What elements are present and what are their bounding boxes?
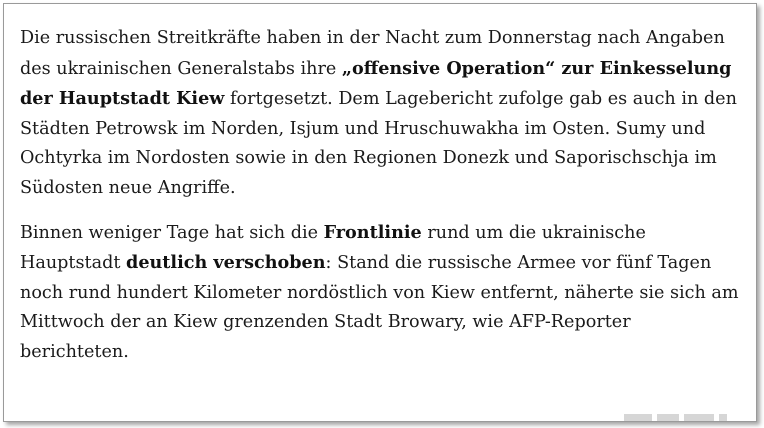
- cut-off-element-remnant: [624, 414, 742, 422]
- screenshot-frame: [3, 3, 757, 422]
- highlight-offensive-operation: „offensive Operation“ zur Einkesselung der Hauptstadt Kiew: [20, 57, 732, 110]
- article-body: [20, 24, 744, 382]
- paragraph-text: Die russischen Streitkräfte haben in der Nacht zum Donnerstag nach Angaben des ukrainischen Generalstabs ihre: [20, 28, 725, 79]
- paragraph-offensive: [20, 24, 744, 204]
- paragraph-frontline: [20, 218, 744, 368]
- paragraph-text: Binnen weniger Tage hat sich die: [20, 222, 324, 243]
- paragraph-text: : Stand die russische Armee vor fünf Tagen noch rund hundert Kilometer nordöstlich von Kiew entfernt, näherte sie sich am Mittwoch der an Kiew grenzenden Stadt Browary, wie AFP-Reporter berichteten.: [20, 253, 739, 362]
- highlight-deutlich-verschoben: deutlich verschoben: [126, 252, 326, 274]
- paragraph-text: rund um die ukrainische Hauptstadt: [20, 222, 646, 274]
- highlight-frontlinie: Frontlinie: [323, 221, 422, 243]
- paragraph-text: fortgesetzt. Dem Lagebericht zufolge gab es auch in den Städten Petrowsk im Norden, Isjum und Hruschuwakha im Osten. Sumy und Ochtyrka im Nordosten sowie in den Regionen Donezk und Saporischschja im Südosten neue Angriffe.: [20, 89, 737, 198]
